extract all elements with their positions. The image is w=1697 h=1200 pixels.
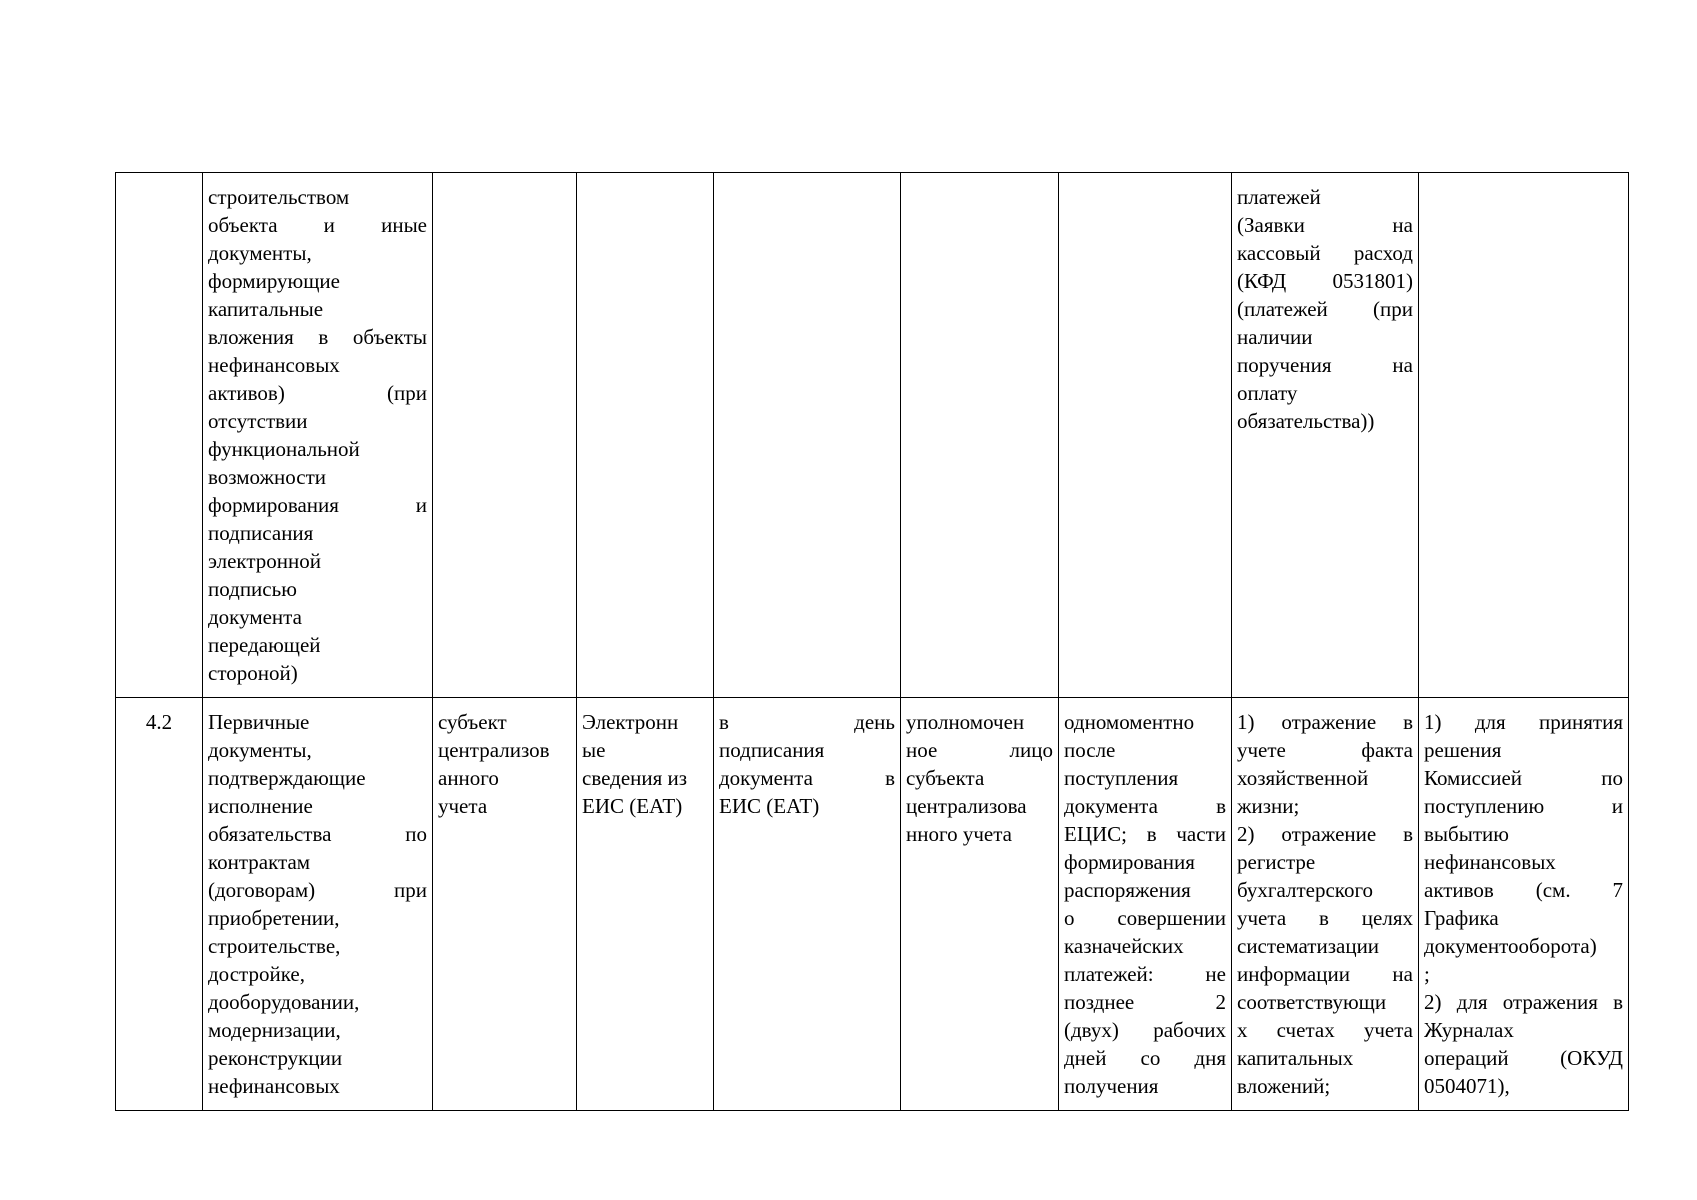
cell-text-line: поступления <box>1064 766 1179 790</box>
cell-text-line: дооборудовании, <box>208 990 360 1014</box>
cell-text-line: строительстве, <box>208 934 341 958</box>
cell-text-line: учете факта <box>1237 738 1413 762</box>
cell-text-line: подписания <box>719 738 825 762</box>
row-number: 4.2 <box>145 710 173 734</box>
cell-text-line: активов) (при <box>208 381 427 405</box>
cell-text-line: передающей <box>208 633 321 657</box>
document-description-cell <box>203 173 433 698</box>
cell-text-line: 2) для отражения в <box>1424 990 1623 1014</box>
cell-text-line: ное лицо <box>906 738 1053 762</box>
cell-text-line: (двух) рабочих <box>1064 1018 1226 1042</box>
cell-text-line: субъект <box>438 710 507 734</box>
cell-text-line: документооборота) <box>1424 934 1597 958</box>
cell-text-line: контрактам <box>208 850 311 874</box>
cell-text-line: х счетах учета <box>1237 1018 1413 1042</box>
cell-text-line: реконструкции <box>208 1046 343 1070</box>
cell-text-line: о совершении <box>1064 906 1226 930</box>
document-form-cell <box>577 173 714 698</box>
cell-text-line: ЕИС (ЕАТ) <box>582 794 683 818</box>
cell-text-line: стороной) <box>208 661 298 685</box>
further-use-cell <box>1419 698 1629 1111</box>
responsible-cell <box>433 698 577 1111</box>
cell-text-line: документа в <box>1064 794 1226 818</box>
cell-text-line: распоряжения <box>1064 878 1191 902</box>
cell-text-line: объекта и иные <box>208 213 427 237</box>
cell-text-line: подтверждающие <box>208 766 366 790</box>
document-table <box>115 172 1629 1111</box>
table-row <box>116 698 1629 1111</box>
cell-text-line: поступлению и <box>1424 794 1623 818</box>
document-description-cell <box>203 698 433 1111</box>
responsible-cell <box>433 173 577 698</box>
cell-text-line: 0504071), <box>1424 1074 1510 1098</box>
cell-text-line: обязательства по <box>208 822 427 846</box>
processing-deadline-cell <box>1059 698 1232 1111</box>
cell-text-line: возможности <box>208 465 327 489</box>
cell-text-line: отсутствии <box>208 409 308 433</box>
cell-text-line: капитальных <box>1237 1046 1354 1070</box>
cell-text-line: выбытию <box>1424 822 1509 846</box>
cell-text-line: бухгалтерского <box>1237 878 1374 902</box>
cell-text-line: уполномочен <box>906 710 1025 734</box>
cell-text-line: жизни; <box>1237 794 1300 818</box>
cell-text-line: учета <box>438 794 488 818</box>
submission-deadline-cell <box>714 698 901 1111</box>
cell-text-line: нефинансовых <box>1424 850 1556 874</box>
cell-text-line: после <box>1064 738 1116 762</box>
cell-text-line: вложений; <box>1237 1074 1331 1098</box>
cell-text-line: позднее 2 <box>1064 990 1226 1014</box>
cell-text-line: 1) для принятия <box>1424 710 1623 734</box>
cell-text-line: исполнение <box>208 794 313 818</box>
cell-text-line: 1) отражение в <box>1237 710 1413 734</box>
cell-text-line: формирования <box>1064 850 1195 874</box>
cell-text-line: субъекта <box>906 766 985 790</box>
cell-text-line: ые <box>582 738 606 762</box>
cell-text-line: достройке, <box>208 962 305 986</box>
cell-text-line: нефинансовых <box>208 353 340 377</box>
table-row <box>116 173 1629 698</box>
cell-text-line: документы, <box>208 241 312 265</box>
cell-text-line: информации на <box>1237 962 1413 986</box>
cell-text-line: централизов <box>438 738 550 762</box>
cell-text-line: формирования и <box>208 493 427 517</box>
processing-deadline-cell <box>1059 173 1232 698</box>
cell-text-line: одномоментно <box>1064 710 1195 734</box>
cell-text-line: документа в <box>719 766 895 790</box>
cell-text-line: нефинансовых <box>208 1074 340 1098</box>
cell-text-line: вложения в объекты <box>208 325 427 349</box>
cell-text-line: (Заявки на <box>1237 213 1413 237</box>
cell-text-line: Комиссией по <box>1424 766 1623 790</box>
cell-text-line: ; <box>1424 962 1430 986</box>
cell-text-line: систематизации <box>1237 934 1380 958</box>
cell-text-line: Электронн <box>582 710 679 734</box>
cell-text-line: платежей <box>1237 185 1321 209</box>
cell-text-line: получения <box>1064 1074 1159 1098</box>
row-number-cell <box>116 173 203 698</box>
submission-deadline-cell <box>714 173 901 698</box>
cell-text-line: Первичные <box>208 710 310 734</box>
cell-text-line: Графика <box>1424 906 1499 930</box>
cell-text-line: документы, <box>208 738 312 762</box>
cell-text-line: подписания <box>208 521 314 545</box>
cell-text-line: функциональной <box>208 437 360 461</box>
cell-text-line: ЕИС (ЕАТ) <box>719 794 820 818</box>
recipient-cell <box>901 698 1059 1111</box>
cell-text-line: решения <box>1424 738 1502 762</box>
cell-text-line: обязательства)) <box>1237 409 1375 433</box>
cell-text-line: Журналах <box>1424 1018 1514 1042</box>
cell-text-line: в день <box>719 710 895 734</box>
purpose-cell <box>1232 173 1419 698</box>
cell-text-line: анного <box>438 766 499 790</box>
cell-text-line: (договорам) при <box>208 878 427 902</box>
cell-text-line: 2) отражение в <box>1237 822 1413 846</box>
further-use-cell <box>1419 173 1629 698</box>
cell-text-line: операций (ОКУД <box>1424 1046 1623 1070</box>
cell-text-line: оплату <box>1237 381 1298 405</box>
cell-text-line: капитальные <box>208 297 324 321</box>
row-number-cell <box>116 698 203 1111</box>
cell-text-line: ЕЦИС; в части <box>1064 822 1226 846</box>
cell-text-line: регистре <box>1237 850 1316 874</box>
cell-text-line: сведения из <box>582 766 688 790</box>
cell-text-line: приобретении, <box>208 906 340 930</box>
cell-text-line: поручения на <box>1237 353 1413 377</box>
cell-text-line: (КФД 0531801) <box>1237 269 1413 293</box>
cell-text-line: документа <box>208 605 302 629</box>
cell-text-line: строительством <box>208 185 350 209</box>
cell-text-line: кассовый расход <box>1237 241 1413 265</box>
cell-text-line: дней со дня <box>1064 1046 1226 1070</box>
cell-text-line: учета в целях <box>1237 906 1413 930</box>
cell-text-line: активов (см. 7 <box>1424 878 1623 902</box>
cell-text-line: подписью <box>208 577 297 601</box>
cell-text-line: электронной <box>208 549 322 573</box>
cell-text-line: (платежей (при <box>1237 297 1413 321</box>
cell-text-line: хозяйственной <box>1237 766 1369 790</box>
cell-text-line: наличии <box>1237 325 1313 349</box>
recipient-cell <box>901 173 1059 698</box>
document-form-cell <box>577 698 714 1111</box>
cell-text-line: централизова <box>906 794 1027 818</box>
purpose-cell <box>1232 698 1419 1111</box>
cell-text-line: модернизации, <box>208 1018 341 1042</box>
cell-text-line: соответствующи <box>1237 990 1387 1014</box>
cell-text-line: формирующие <box>208 269 340 293</box>
cell-text-line: платежей: не <box>1064 962 1226 986</box>
cell-text-line: нного учета <box>906 822 1012 846</box>
cell-text-line: казначейских <box>1064 934 1184 958</box>
